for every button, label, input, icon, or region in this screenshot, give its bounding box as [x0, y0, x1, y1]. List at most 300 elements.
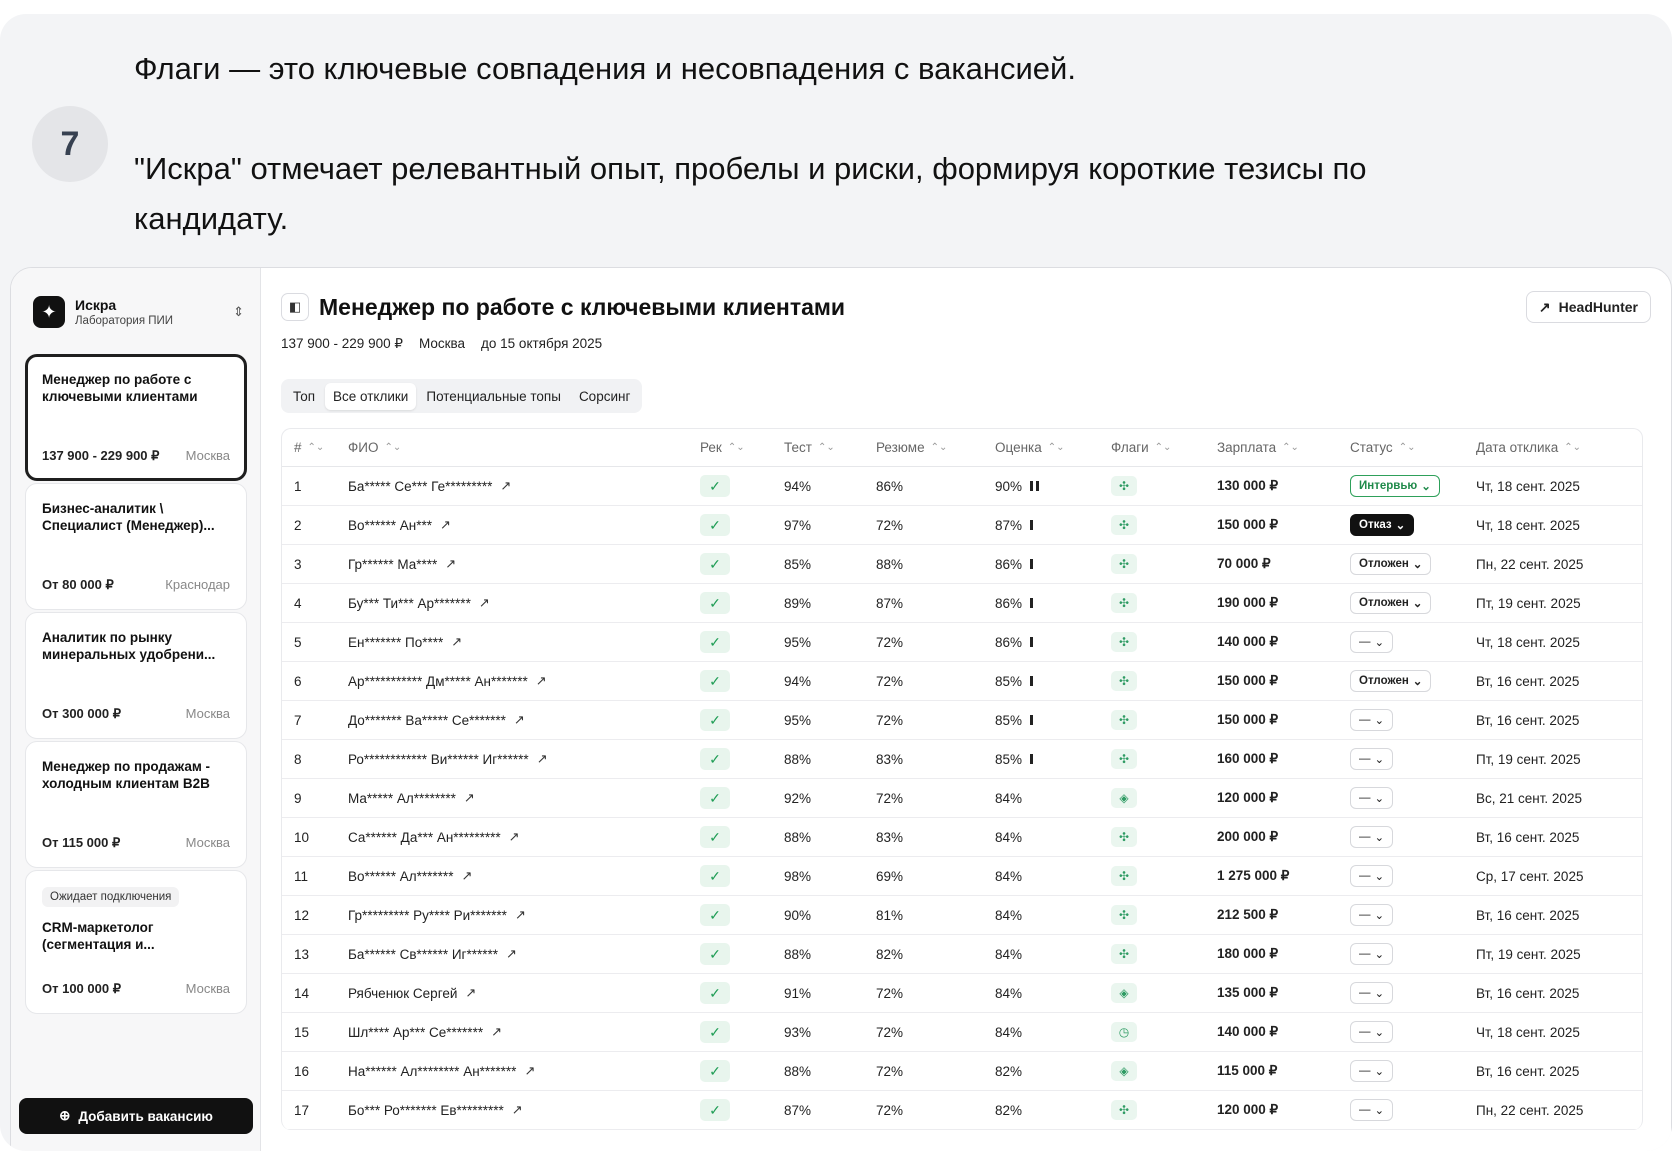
row-number: 17: [294, 1102, 310, 1118]
table-row[interactable]: [282, 506, 1642, 545]
chevron-down-icon: ⌄: [1412, 598, 1423, 610]
external-link-icon[interactable]: ↗: [463, 790, 475, 805]
vacancy-salary: 137 900 - 229 900 ₽: [42, 448, 160, 463]
candidate-name[interactable]: Ар*********** Дм***** Ан*******: [348, 673, 528, 689]
row-number: 4: [294, 595, 302, 611]
chevron-down-icon: ⌄: [1374, 988, 1385, 1000]
column-header[interactable]: [700, 440, 784, 455]
external-link-icon[interactable]: ↗: [508, 829, 520, 844]
app-screenshot: [10, 267, 1672, 1151]
resume-score: 72%: [876, 673, 904, 689]
column-header-label: Статус: [1350, 440, 1393, 455]
vacancy-card[interactable]: [25, 870, 247, 1014]
resume-score: 83%: [876, 751, 904, 767]
tab-3[interactable]: Потенциальные топы: [426, 388, 561, 404]
status-dropdown[interactable]: [1350, 1060, 1393, 1082]
candidate-name[interactable]: Ба****** Св****** Иг******: [348, 946, 498, 962]
row-number-cell: [282, 947, 348, 962]
status-dropdown[interactable]: [1350, 826, 1393, 848]
salary-cell: [1217, 1102, 1350, 1118]
puzzle-icon[interactable]: ✣: [1111, 554, 1137, 574]
overall-score: 84%: [995, 907, 1023, 923]
test-cell: [784, 479, 876, 494]
status-dropdown[interactable]: [1350, 553, 1431, 575]
status-dropdown[interactable]: [1350, 904, 1393, 926]
vacancy-title: Аналитик по рынку минеральных удобрени...: [42, 630, 216, 662]
puzzle-icon[interactable]: ✣: [1111, 515, 1137, 535]
row-number: 13: [294, 946, 310, 962]
status-label: —: [1359, 870, 1371, 882]
row-number-cell: [282, 674, 348, 689]
candidate-name[interactable]: Са****** Да*** Ан*********: [348, 829, 501, 845]
flags-cell: [1111, 788, 1217, 808]
external-link-icon[interactable]: ↗: [461, 868, 473, 883]
response-date: Чт, 18 сент. 2025: [1476, 634, 1580, 650]
row-number: 8: [294, 751, 302, 767]
row-number-cell: [282, 479, 348, 494]
candidate-name[interactable]: Рябченюк Сергей: [348, 985, 458, 1001]
sort-icon[interactable]: ⌃⌄: [384, 442, 402, 453]
column-header-label: ФИО: [348, 440, 379, 455]
resume-cell: [876, 1025, 995, 1040]
test-cell: [784, 1025, 876, 1040]
table-row[interactable]: [282, 1013, 1642, 1052]
test-score: 88%: [784, 751, 812, 767]
external-link-icon[interactable]: ↗: [451, 634, 463, 649]
check-circle-icon: ✓: [700, 631, 730, 653]
column-header-label: Рек: [700, 440, 722, 455]
status-dropdown[interactable]: [1350, 475, 1440, 497]
test-score: 97%: [784, 517, 812, 533]
column-header[interactable]: [995, 440, 1111, 455]
check-circle-icon: ✓: [700, 709, 730, 731]
overall-score: 84%: [995, 985, 1023, 1001]
test-score: 92%: [784, 790, 812, 806]
score-bars: [1030, 481, 1039, 491]
row-number: 15: [294, 1024, 310, 1040]
puzzle-icon[interactable]: ✣: [1111, 671, 1137, 691]
column-header[interactable]: [1217, 440, 1350, 455]
status-label: —: [1359, 1104, 1371, 1116]
puzzle-icon[interactable]: ✣: [1111, 749, 1137, 769]
flags-cell: [1111, 515, 1217, 535]
sort-icon[interactable]: ⌃⌄: [817, 442, 835, 453]
row-number-cell: [282, 596, 348, 611]
test-score: 90%: [784, 907, 812, 923]
row-number-cell: [282, 518, 348, 533]
chevron-down-icon: ⌄: [1395, 520, 1406, 532]
table-row[interactable]: [282, 467, 1642, 506]
column-header[interactable]: [1476, 440, 1643, 455]
external-link-icon[interactable]: ↗: [440, 517, 451, 532]
date-cell: [1476, 596, 1643, 611]
job-deadline: до 15 октября 2025: [481, 336, 603, 351]
external-link-icon[interactable]: ↗: [465, 985, 477, 1000]
overall-score: 84%: [995, 829, 1023, 845]
status-badge: Ожидает подключения: [42, 887, 179, 907]
puzzle-icon[interactable]: ✣: [1111, 905, 1137, 925]
flags-cell: [1111, 710, 1217, 730]
sidebar-toggle-icon[interactable]: ◧: [281, 293, 309, 321]
response-date: Чт, 18 сент. 2025: [1476, 517, 1580, 533]
status-cell: [1350, 592, 1476, 614]
name-cell: [348, 673, 700, 689]
external-link-icon[interactable]: ↗: [514, 907, 526, 922]
salary-cell: [1217, 712, 1350, 728]
check-circle-icon: ✓: [700, 553, 730, 575]
rek-cell: [700, 904, 784, 926]
vacancy-card[interactable]: [25, 483, 247, 610]
status-label: —: [1359, 792, 1371, 804]
response-date: Чт, 18 сент. 2025: [1476, 478, 1580, 494]
test-cell: [784, 596, 876, 611]
resume-cell: [876, 596, 995, 611]
puzzle-icon[interactable]: ✣: [1111, 593, 1137, 613]
status-dropdown[interactable]: [1350, 982, 1393, 1004]
tab-1[interactable]: Топ: [293, 388, 316, 404]
date-cell: [1476, 986, 1643, 1001]
name-cell: [348, 946, 700, 962]
table-header: [282, 429, 1642, 467]
resume-score: 72%: [876, 790, 904, 806]
status-label: Отложен: [1359, 558, 1409, 570]
check-circle-icon: ✓: [700, 1021, 730, 1043]
salary-cell: [1217, 790, 1350, 806]
table-row[interactable]: [282, 974, 1642, 1013]
status-cell: [1350, 1099, 1476, 1121]
salary-cell: [1217, 907, 1350, 923]
name-cell: [348, 556, 700, 572]
resume-cell: [876, 557, 995, 572]
resume-cell: [876, 479, 995, 494]
sort-icon[interactable]: ⌃⌄: [307, 442, 325, 453]
candidate-name[interactable]: Шл**** Ар*** Се*******: [348, 1024, 484, 1040]
score-cell: [995, 635, 1111, 650]
sort-icon[interactable]: ⌃⌄: [1047, 442, 1065, 453]
overall-score: 85%: [995, 712, 1023, 728]
status-cell: [1350, 904, 1476, 926]
resume-score: 72%: [876, 1024, 904, 1040]
sort-icon[interactable]: ⌃⌄: [1398, 442, 1416, 453]
sort-icon[interactable]: ⌃⌄: [727, 442, 745, 453]
status-cell: [1350, 1060, 1476, 1082]
overall-score: 86%: [995, 634, 1023, 650]
chevron-down-icon: ⌄: [1374, 715, 1385, 727]
resume-cell: [876, 1103, 995, 1118]
table-row[interactable]: [282, 545, 1642, 584]
response-date: Вт, 16 сент. 2025: [1476, 712, 1580, 728]
salary-cell: [1217, 985, 1350, 1001]
column-header[interactable]: [1111, 440, 1217, 455]
name-cell: [348, 478, 700, 494]
candidate-name[interactable]: До******* Ва***** Се*******: [348, 712, 506, 728]
step-card: [0, 14, 1672, 1151]
test-cell: [784, 908, 876, 923]
rek-cell: [700, 748, 784, 770]
test-score: 94%: [784, 673, 812, 689]
score-bars: [1030, 520, 1033, 530]
status-label: —: [1359, 909, 1371, 921]
check-circle-icon: ✓: [700, 904, 730, 926]
overall-score: 86%: [995, 595, 1023, 611]
test-cell: [784, 518, 876, 533]
status-dropdown[interactable]: [1350, 1021, 1393, 1043]
resume-cell: [876, 752, 995, 767]
resume-cell: [876, 986, 995, 1001]
flags-cell: [1111, 749, 1217, 769]
flags-cell: [1111, 827, 1217, 847]
table-row[interactable]: [282, 857, 1642, 896]
puzzle-icon[interactable]: ✣: [1111, 866, 1137, 886]
candidate-name[interactable]: Ма***** Ал********: [348, 790, 456, 806]
date-cell: [1476, 479, 1643, 494]
row-number-cell: [282, 713, 348, 728]
salary-value: 115 000 ₽: [1217, 1063, 1278, 1078]
table-row[interactable]: [282, 623, 1642, 662]
response-date: Пн, 22 сент. 2025: [1476, 556, 1584, 572]
sort-icon[interactable]: ⌃⌄: [1564, 442, 1581, 453]
candidate-name[interactable]: Бо*** Ро******* Ев*********: [348, 1102, 504, 1118]
candidate-name[interactable]: На****** Ал******** Ан*******: [348, 1063, 517, 1079]
table-row[interactable]: [282, 662, 1642, 701]
sort-icon[interactable]: ⌃⌄: [930, 442, 948, 453]
add-vacancy-button[interactable]: [19, 1098, 253, 1134]
external-link-icon[interactable]: ↗: [511, 1102, 523, 1117]
score-bars: [1030, 637, 1033, 647]
column-header[interactable]: [348, 440, 700, 455]
test-score: 88%: [784, 829, 812, 845]
score-bars: [1030, 598, 1033, 608]
external-link-icon[interactable]: ↗: [536, 751, 548, 766]
row-number-cell: [282, 752, 348, 767]
status-dropdown[interactable]: [1350, 865, 1393, 887]
score-cell: [995, 479, 1111, 494]
date-cell: [1476, 713, 1643, 728]
column-header[interactable]: [876, 440, 995, 455]
status-dropdown[interactable]: [1350, 592, 1431, 614]
tab-4[interactable]: Сорсинг: [578, 388, 631, 404]
status-cell: [1350, 748, 1476, 770]
puzzle-icon[interactable]: ✣: [1111, 632, 1137, 652]
status-cell: [1350, 787, 1476, 809]
external-link-icon[interactable]: ↗: [445, 556, 457, 571]
resume-score: 72%: [876, 634, 904, 650]
name-cell: [348, 517, 700, 533]
score-cell: [995, 1025, 1111, 1040]
status-cell: [1350, 514, 1476, 536]
salary-cell: [1217, 751, 1350, 767]
table-row[interactable]: [282, 935, 1642, 974]
response-date: Вт, 16 сент. 2025: [1476, 985, 1580, 1001]
puzzle-icon[interactable]: ✣: [1111, 827, 1137, 847]
check-circle-icon: ✓: [700, 943, 730, 965]
date-cell: [1476, 1103, 1643, 1118]
resume-cell: [876, 674, 995, 689]
external-link-icon[interactable]: ↗: [478, 595, 490, 610]
test-score: 94%: [784, 478, 812, 494]
table-row[interactable]: [282, 818, 1642, 857]
puzzle-icon[interactable]: ✣: [1111, 476, 1137, 496]
score-bar: [1030, 481, 1033, 491]
workspace-switcher[interactable]: [33, 290, 244, 334]
puzzle-icon[interactable]: ✣: [1111, 1100, 1137, 1120]
name-cell: [348, 868, 700, 884]
score-cell: [995, 947, 1111, 962]
status-cell: [1350, 826, 1476, 848]
date-cell: [1476, 635, 1643, 650]
status-label: Интервью: [1359, 480, 1418, 492]
table-row[interactable]: [282, 701, 1642, 740]
chevron-down-icon: ⌄: [1374, 832, 1385, 844]
chevron-down-icon: ⌄: [1374, 1105, 1385, 1117]
candidate-name[interactable]: Ро************ Ви****** Иг******: [348, 751, 529, 767]
response-date: Вт, 16 сент. 2025: [1476, 907, 1580, 923]
column-header-label: Зарплата: [1217, 440, 1277, 455]
test-cell: [784, 986, 876, 1001]
table-row[interactable]: [282, 1091, 1642, 1130]
flags-cell: [1111, 671, 1217, 691]
headhunter-button[interactable]: [1526, 291, 1651, 323]
test-cell: [784, 635, 876, 650]
candidate-name[interactable]: Бу*** Ти*** Ар*******: [348, 595, 471, 611]
chevron-down-icon: ⌄: [1374, 1066, 1385, 1078]
overall-score: 85%: [995, 751, 1023, 767]
row-number: 2: [294, 517, 302, 533]
table-row[interactable]: [282, 1052, 1642, 1091]
response-date: Вт, 16 сент. 2025: [1476, 673, 1580, 689]
test-score: 91%: [784, 985, 812, 1001]
row-number-cell: [282, 908, 348, 923]
external-link-icon[interactable]: ↗: [500, 478, 512, 493]
status-dropdown[interactable]: [1350, 787, 1393, 809]
overall-score: 90%: [995, 478, 1023, 494]
sort-icon[interactable]: ⌃⌄: [1282, 442, 1299, 453]
column-header[interactable]: [282, 440, 348, 455]
vacancy-title: CRM-маркетолог (сегментация и...: [42, 920, 155, 952]
rek-cell: [700, 553, 784, 575]
flags-cell: [1111, 593, 1217, 613]
tab-2[interactable]: Все отклики: [325, 383, 416, 410]
resume-score: 86%: [876, 478, 904, 494]
status-cell: [1350, 982, 1476, 1004]
score-bars: [1030, 715, 1033, 725]
column-header-label: Флаги: [1111, 440, 1149, 455]
vacancy-card[interactable]: [25, 612, 247, 739]
external-link-icon[interactable]: ↗: [505, 946, 517, 961]
response-date: Чт, 18 сент. 2025: [1476, 1024, 1580, 1040]
response-date: Вт, 16 сент. 2025: [1476, 1063, 1580, 1079]
chevron-down-icon: ⌄: [1374, 637, 1385, 649]
candidate-name[interactable]: Ен******* По****: [348, 634, 444, 650]
external-link-icon[interactable]: ↗: [524, 1063, 536, 1078]
candidate-name[interactable]: Гр****** Ма****: [348, 556, 438, 572]
candidate-name[interactable]: Во****** Ан***: [348, 517, 433, 533]
name-cell: [348, 1024, 700, 1040]
vacancy-card[interactable]: [25, 354, 247, 481]
vacancy-city: Москва: [185, 835, 230, 850]
test-cell: [784, 752, 876, 767]
overall-score: 84%: [995, 946, 1023, 962]
external-link-icon: ↗: [1538, 298, 1551, 315]
drop-icon[interactable]: ◈: [1111, 983, 1137, 1003]
puzzle-icon[interactable]: ✣: [1111, 710, 1137, 730]
drop-icon[interactable]: ◈: [1111, 1061, 1137, 1081]
resume-score: 69%: [876, 868, 904, 884]
external-link-icon[interactable]: ↗: [535, 673, 547, 688]
puzzle-icon[interactable]: ✣: [1111, 944, 1137, 964]
sort-icon[interactable]: ⌃⌄: [1154, 442, 1172, 453]
salary-value: 120 000 ₽: [1217, 790, 1279, 805]
chevron-down-icon: ⌄: [1374, 871, 1385, 883]
brand-name: Искра: [75, 297, 117, 313]
status-dropdown[interactable]: [1350, 943, 1393, 965]
name-cell: [348, 1063, 700, 1079]
job-city: Москва: [418, 336, 466, 351]
resume-cell: [876, 635, 995, 650]
name-cell: [348, 829, 700, 845]
resume-cell: [876, 869, 995, 884]
date-cell: [1476, 908, 1643, 923]
date-cell: [1476, 869, 1643, 884]
rek-cell: [700, 826, 784, 848]
resume-score: 72%: [876, 985, 904, 1001]
score-cell: [995, 674, 1111, 689]
table-row[interactable]: [282, 584, 1642, 623]
status-dropdown[interactable]: [1350, 748, 1393, 770]
drop-icon[interactable]: ◈: [1111, 788, 1137, 808]
candidate-name[interactable]: Гр********* Ру**** Ри*******: [348, 907, 507, 923]
status-dropdown[interactable]: [1350, 631, 1393, 653]
tab-bar: [281, 379, 642, 413]
salary-cell: [1217, 1024, 1350, 1040]
response-date: Пт, 19 сент. 2025: [1476, 946, 1581, 962]
response-date: Пт, 19 сент. 2025: [1476, 595, 1581, 611]
status-dropdown[interactable]: [1350, 670, 1431, 692]
external-link-icon[interactable]: ↗: [491, 1024, 502, 1039]
status-label: —: [1359, 831, 1371, 843]
status-dropdown[interactable]: [1350, 514, 1414, 536]
salary-cell: [1217, 673, 1350, 689]
salary-value: 135 000 ₽: [1217, 985, 1279, 1000]
resume-cell: [876, 830, 995, 845]
clock-icon[interactable]: ◷: [1111, 1022, 1137, 1042]
salary-value: 160 000 ₽: [1217, 751, 1279, 766]
status-dropdown[interactable]: [1350, 709, 1393, 731]
rek-cell: [700, 865, 784, 887]
table-row[interactable]: [282, 896, 1642, 935]
status-cell: [1350, 670, 1476, 692]
status-dropdown[interactable]: [1350, 1099, 1393, 1121]
resume-cell: [876, 908, 995, 923]
rek-cell: [700, 670, 784, 692]
vacancy-card[interactable]: [25, 741, 247, 868]
test-score: 87%: [784, 1102, 812, 1118]
row-number: 9: [294, 790, 302, 806]
resume-score: 72%: [876, 712, 904, 728]
score-bar: [1036, 481, 1039, 491]
score-bar: [1030, 637, 1033, 647]
check-circle-icon: ✓: [700, 865, 730, 887]
column-header[interactable]: [1350, 440, 1476, 455]
column-header[interactable]: [784, 440, 876, 455]
candidates-table: [281, 428, 1643, 1130]
external-link-icon[interactable]: ↗: [513, 712, 525, 727]
table-row[interactable]: [282, 779, 1642, 818]
candidate-name[interactable]: Ба***** Се*** Ге*********: [348, 478, 493, 494]
status-label: —: [1359, 636, 1371, 648]
candidate-name[interactable]: Во****** Ал*******: [348, 868, 454, 884]
table-row[interactable]: [282, 740, 1642, 779]
